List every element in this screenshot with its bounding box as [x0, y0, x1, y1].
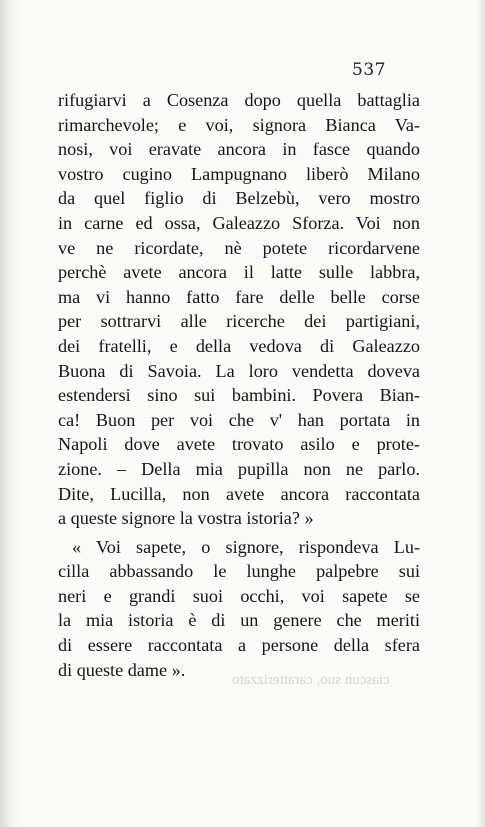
text-line: cilla abbassando le lunghe palpebre sui [58, 561, 420, 582]
text-line: Buona di Savoia. La loro vendetta doveva [58, 360, 420, 381]
text-line: vostro cugino Lampugnano liberò Milano [58, 163, 420, 184]
text-line: ma vi hanno fatto fare delle belle corse [58, 286, 420, 307]
bleed-through-text: ciascun suo, caratterizzato [232, 672, 390, 688]
text-line: di queste dame ». [58, 659, 186, 680]
text-line: dei fratelli, e della vedova di Galeazzo [58, 335, 420, 356]
text-line: Napoli dove avete trovato asilo e prote- [58, 434, 420, 455]
text-line: Dite, Lucilla, non avete ancora raccontata [58, 483, 420, 504]
text-line: ca! Buon per voi che v' han portata in [58, 409, 420, 430]
page-number: 537 [352, 60, 386, 80]
page-edge-shadow [475, 0, 485, 827]
text-line: « Voi sapete, o signore, rispondeva Lu- [72, 536, 420, 557]
text-line: per sottrarvi alle ricerche dei partigiani, [58, 311, 420, 332]
text-line: ve ne ricordate, nè potete ricordarvene [58, 237, 420, 258]
text-line: zione. – Della mia pupilla non ne parlo. [58, 458, 420, 479]
text-line: di essere raccontata a persone della sfera [58, 635, 420, 656]
page-gutter-shadow [0, 0, 20, 827]
paragraph-1 [58, 88, 420, 531]
text-line: perchè avete ancora il latte sulle labbra, [58, 262, 420, 283]
text-line: estendersi sino sui bambini. Povera Bian- [58, 385, 420, 406]
body-text [58, 88, 420, 682]
text-line: rifugiarvi a Cosenza dopo quella battaglia [58, 90, 420, 110]
text-line: in carne ed ossa, Galeazzo Sforza. Voi non [58, 212, 420, 233]
text-line: rimarchevole; e voi, signora Bianca Va- [58, 114, 420, 135]
text-line: la mia istoria è di un genere che meriti [58, 610, 420, 631]
text-line: neri e grandi suoi occhi, voi sapete se [58, 585, 420, 606]
text-line: a queste signore la vostra istoria? » [58, 508, 314, 529]
text-line: nosi, voi eravate ancora in fasce quando [58, 139, 420, 160]
paragraph-2 [58, 535, 420, 683]
text-line: da quel figlio di Belzebù, vero mostro [58, 188, 420, 209]
